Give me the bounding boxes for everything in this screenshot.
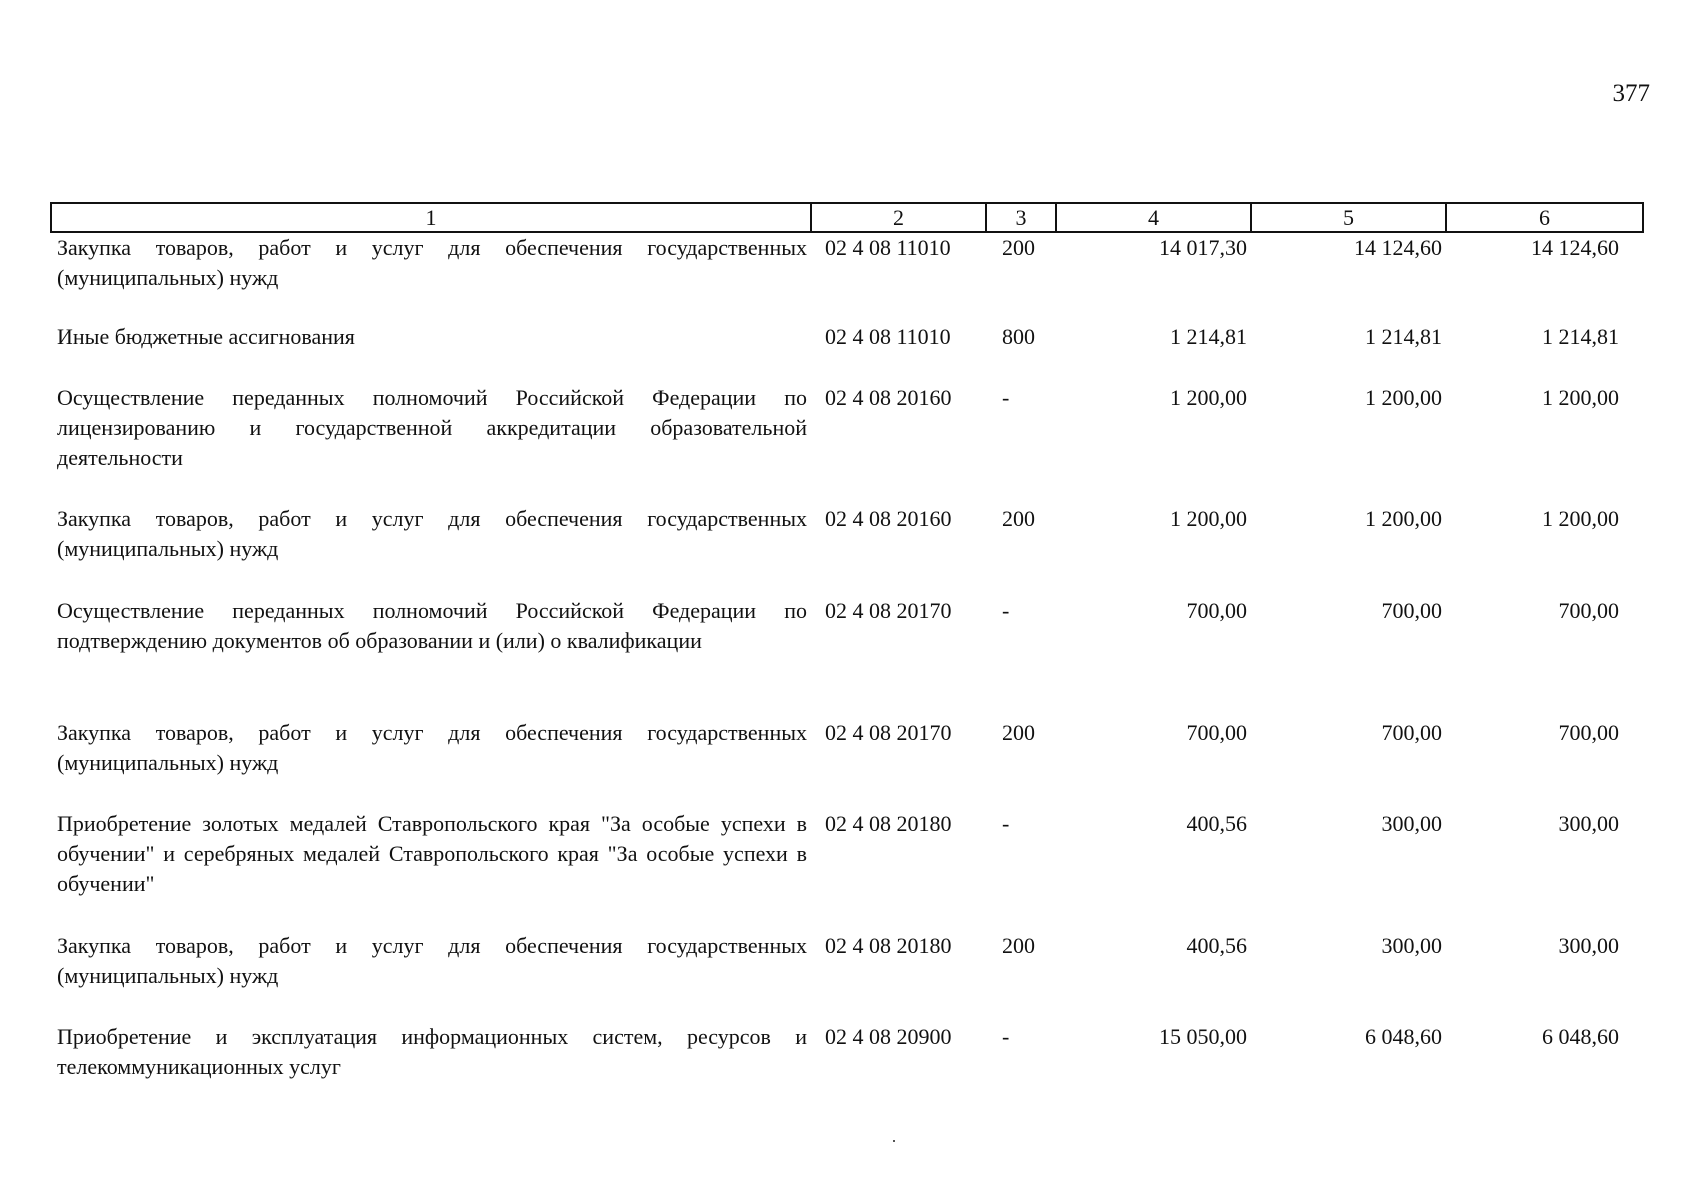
row-value-4: 15 050,00 <box>1159 1024 1247 1049</box>
row-value-6: 700,00 <box>1558 720 1619 745</box>
row-value-5: 700,00 <box>1381 598 1442 623</box>
row-value-4: 700,00 <box>1186 598 1247 623</box>
row-vr: - <box>1002 811 1010 836</box>
column-header-5: 5 <box>1251 203 1446 232</box>
header-row <box>51 203 1643 232</box>
row-value-5: 300,00 <box>1381 933 1442 958</box>
row-value-4: 1 200,00 <box>1170 506 1247 531</box>
row-name: Закупка товаров, работ и услуг для обеспечения государственных (муниципальных) нужд <box>57 506 807 561</box>
table-row <box>51 718 1643 809</box>
row-value-5: 1 200,00 <box>1365 385 1442 410</box>
row-code: 02 4 08 20180 <box>825 933 952 958</box>
row-value-4: 400,56 <box>1186 811 1247 836</box>
row-value-5: 300,00 <box>1381 811 1442 836</box>
table-row <box>51 596 1643 718</box>
row-value-6: 300,00 <box>1558 811 1619 836</box>
row-code: 02 4 08 20160 <box>825 506 952 531</box>
row-vr: 800 <box>1002 324 1035 349</box>
row-vr: - <box>1002 1024 1010 1049</box>
row-vr: 200 <box>1002 720 1035 745</box>
row-value-5: 6 048,60 <box>1365 1024 1442 1049</box>
row-code: 02 4 08 20170 <box>825 598 952 623</box>
row-value-6: 1 214,81 <box>1542 324 1619 349</box>
row-vr: 200 <box>1002 235 1035 260</box>
row-name: Приобретение и эксплуатация информационных систем, ресурсов и телекоммуникационных услуг <box>57 1024 807 1079</box>
row-value-4: 400,56 <box>1186 933 1247 958</box>
row-code: 02 4 08 11010 <box>825 324 951 349</box>
row-code: 02 4 08 20180 <box>825 811 952 836</box>
row-value-6: 14 124,60 <box>1531 235 1619 260</box>
row-vr: - <box>1002 385 1010 410</box>
table-body <box>51 232 1643 1092</box>
table-row <box>51 504 1643 596</box>
row-value-4: 1 214,81 <box>1170 324 1247 349</box>
row-value-6: 1 200,00 <box>1542 385 1619 410</box>
table-row <box>51 232 1643 322</box>
row-vr: - <box>1002 598 1010 623</box>
row-value-4: 14 017,30 <box>1159 235 1247 260</box>
row-name: Закупка товаров, работ и услуг для обеспечения государственных (муниципальных) нужд <box>57 933 807 988</box>
column-header-2: 2 <box>811 203 986 232</box>
table-header <box>51 203 1643 232</box>
row-vr: 200 <box>1002 506 1035 531</box>
row-value-5: 14 124,60 <box>1354 235 1442 260</box>
table-row <box>51 931 1643 1022</box>
column-header-3: 3 <box>986 203 1056 232</box>
column-header-4: 4 <box>1056 203 1251 232</box>
table-row <box>51 1022 1643 1092</box>
row-value-5: 1 200,00 <box>1365 506 1442 531</box>
row-value-6: 6 048,60 <box>1542 1024 1619 1049</box>
row-name: Осуществление переданных полномочий Российской Федерации по подтверждению документов об образовании и (или) о квалификации <box>57 598 807 653</box>
row-name: Иные бюджетные ассигнования <box>57 324 355 349</box>
row-vr: 200 <box>1002 933 1035 958</box>
scan-speck <box>893 1140 895 1142</box>
row-value-4: 700,00 <box>1186 720 1247 745</box>
row-value-6: 1 200,00 <box>1542 506 1619 531</box>
row-name: Приобретение золотых медалей Ставропольского края "За особые успехи в обучении" и серебряных медалей Ставропольского края "За особые успехи в обучении" <box>57 811 807 896</box>
row-value-6: 300,00 <box>1558 933 1619 958</box>
row-name: Осуществление переданных полномочий Российской Федерации по лицензированию и государственной аккредитации образовательной деятельности <box>57 385 807 470</box>
row-name: Закупка товаров, работ и услуг для обеспечения государственных (муниципальных) нужд <box>57 720 807 775</box>
row-code: 02 4 08 20170 <box>825 720 952 745</box>
row-name: Закупка товаров, работ и услуг для обеспечения государственных (муниципальных) нужд <box>57 235 807 290</box>
row-code: 02 4 08 20160 <box>825 385 952 410</box>
column-header-6: 6 <box>1446 203 1643 232</box>
row-code: 02 4 08 20900 <box>825 1024 952 1049</box>
table-row <box>51 809 1643 931</box>
row-code: 02 4 08 11010 <box>825 235 951 260</box>
row-value-4: 1 200,00 <box>1170 385 1247 410</box>
column-header-1: 1 <box>51 203 811 232</box>
page-number: 377 <box>1612 80 1650 107</box>
row-value-5: 700,00 <box>1381 720 1442 745</box>
table-row <box>51 383 1643 504</box>
budget-table <box>50 202 1644 1092</box>
row-value-5: 1 214,81 <box>1365 324 1442 349</box>
table-row <box>51 322 1643 383</box>
row-value-6: 700,00 <box>1558 598 1619 623</box>
